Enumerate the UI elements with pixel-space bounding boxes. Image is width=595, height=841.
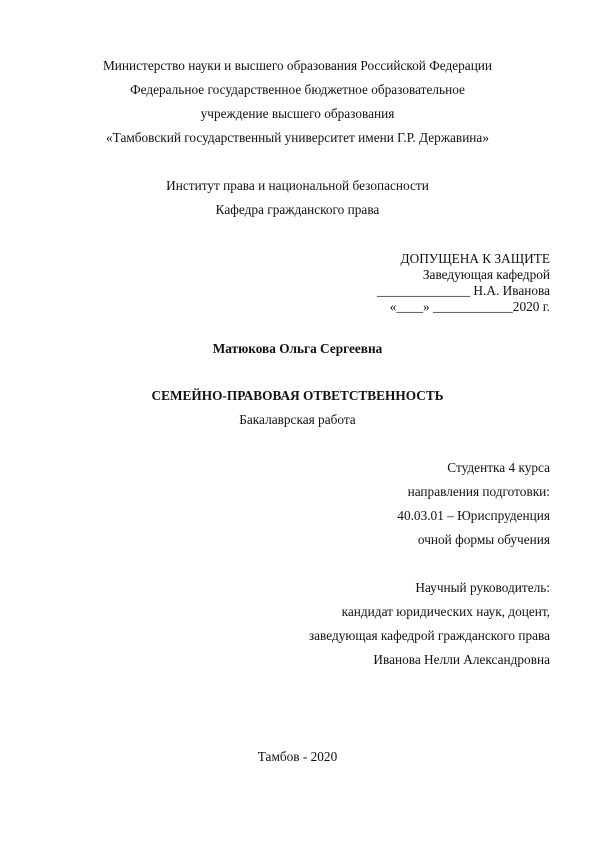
approval-title: ДОПУЩЕНА К ЗАЩИТЕ bbox=[400, 251, 550, 266]
supervisor-position: заведующая кафедрой гражданского права bbox=[308, 628, 550, 643]
institute-name: Институт права и национальной безопасности bbox=[166, 178, 429, 193]
institution-line-2: учреждение высшего образования bbox=[200, 106, 395, 121]
approval-signature-line: ______________ Н.А. Иванова bbox=[377, 283, 550, 298]
student-direction-label: направления подготовки: bbox=[407, 484, 550, 499]
student-course: Студентка 4 курса bbox=[447, 460, 550, 475]
student-study-form: очной формы обучения bbox=[417, 532, 550, 547]
university-name: «Тамбовский государственный университет имени Г.Р. Державина» bbox=[106, 130, 489, 145]
city-year: Тамбов - 2020 bbox=[257, 749, 338, 764]
supervisor-name: Иванова Нелли Александровна bbox=[373, 652, 550, 667]
approval-date-line: «____» ____________2020 г. bbox=[389, 299, 550, 314]
student-direction-code: 40.03.01 – Юриспруденция bbox=[397, 508, 550, 523]
supervisor-degree: кандидат юридических наук, доцент, bbox=[341, 604, 550, 619]
work-title: СЕМЕЙНО-ПРАВОВАЯ ОТВЕТСТВЕННОСТЬ bbox=[151, 388, 444, 403]
institution-line-1: Федеральное государственное бюджетное образовательное bbox=[130, 82, 465, 97]
ministry-name: Министерство науки и высшего образования Российской Федерации bbox=[102, 58, 493, 73]
approval-position: Заведующая кафедрой bbox=[422, 267, 550, 282]
work-type: Бакалаврская работа bbox=[239, 412, 356, 427]
chair-name: Кафедра гражданского права bbox=[215, 202, 380, 217]
author-name: Матюкова Ольга Сергеевна bbox=[212, 341, 383, 356]
supervisor-label: Научный руководитель: bbox=[415, 580, 550, 595]
